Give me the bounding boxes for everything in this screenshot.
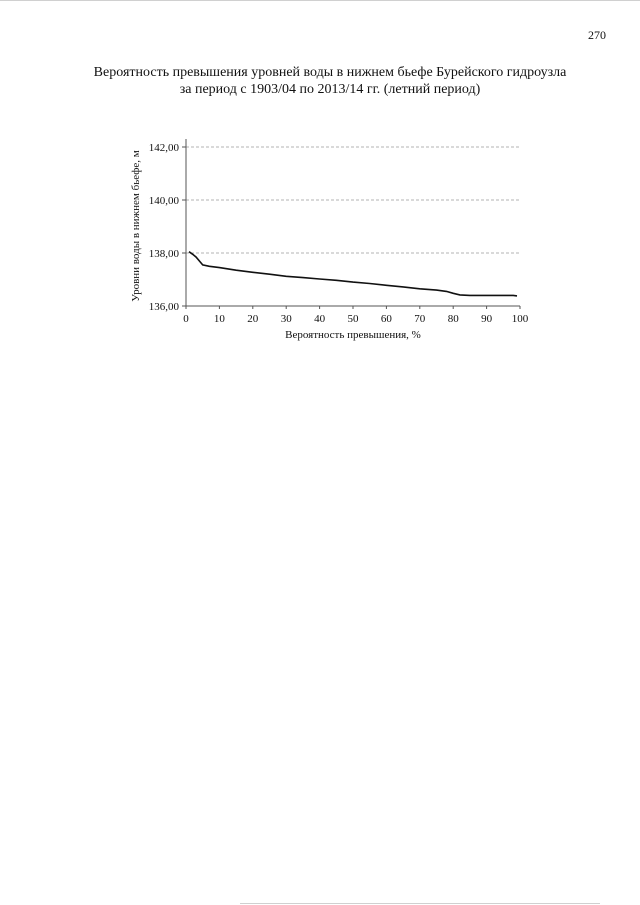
x-tick-label-6: 60 (380, 313, 392, 325)
x-tick-label-3: 30 (280, 313, 292, 325)
page-bottom-edge (240, 903, 600, 904)
y-axis-title: Уровни воды в нижнем бьефе, м (130, 150, 142, 302)
x-tick-label-1: 10 (213, 313, 225, 325)
x-tick-label-5: 50 (347, 313, 359, 325)
chart-title-line-1: Вероятность превышения уровней воды в нижнем бьефе Бурейского гидроузла (93, 65, 567, 80)
x-tick-label-10: 100 (511, 313, 529, 325)
x-axis-title: Вероятность превышения, % (285, 329, 421, 341)
x-tick-label-7: 70 (414, 313, 426, 325)
x-tick-label-8: 80 (447, 313, 459, 325)
y-tick-label-2: 140,00 (148, 195, 179, 207)
x-tick-label-4: 40 (314, 313, 326, 325)
x-tick-label-9: 90 (481, 313, 493, 325)
x-tick-label-0: 0 (183, 313, 189, 325)
page-top-edge (0, 0, 640, 1)
y-tick-label-3: 142,00 (148, 142, 179, 154)
chart-title (70, 64, 590, 98)
label-layer (149, 142, 529, 325)
grid-layer (186, 147, 520, 253)
series-line-0 (189, 252, 517, 296)
y-tick-label-0: 136,00 (148, 301, 179, 313)
exceedance-chart (120, 120, 540, 350)
axis-layer (182, 139, 520, 309)
y-tick-label-1: 138,00 (148, 248, 179, 260)
series-layer (189, 252, 517, 296)
x-tick-label-2: 20 (247, 313, 259, 325)
chart-title-line-2: за период с 1903/04 по 2013/14 гг. (летний период) (179, 82, 481, 97)
page-number: 270 (588, 28, 606, 42)
